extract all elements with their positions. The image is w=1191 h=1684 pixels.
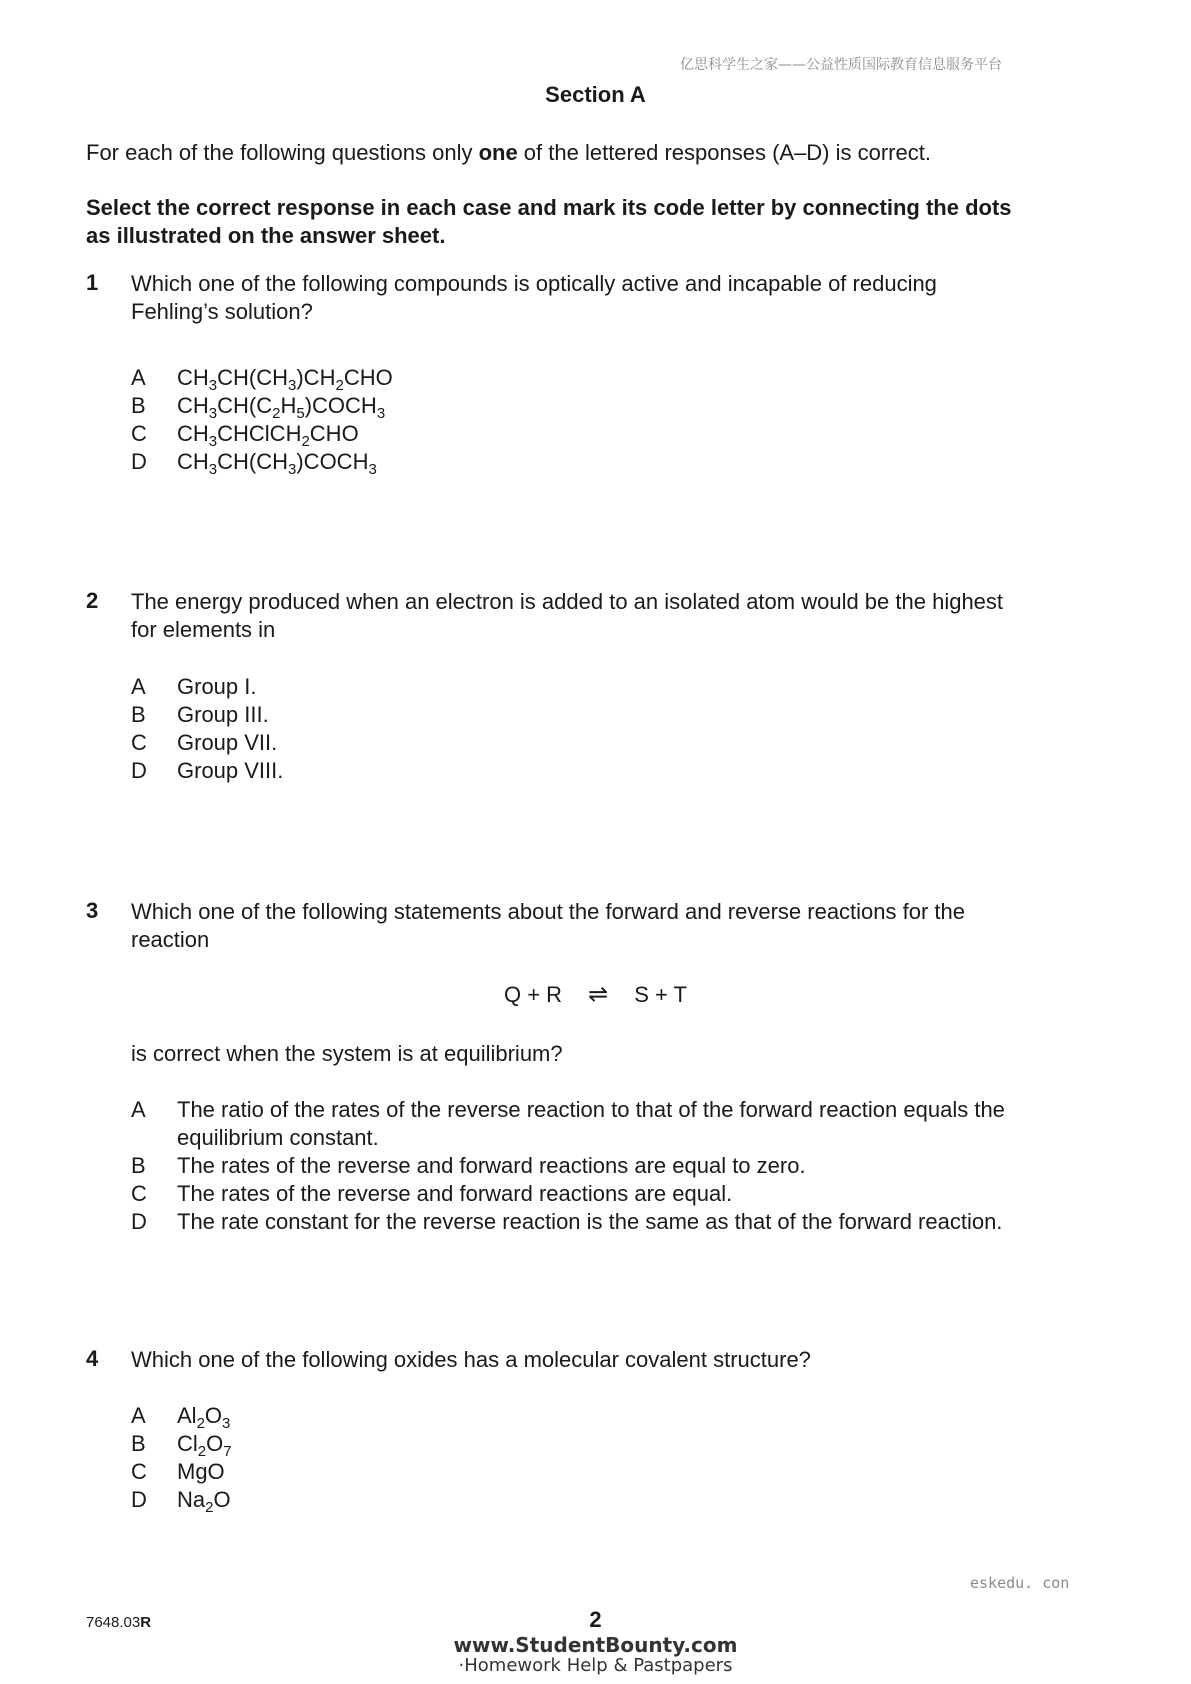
option-formula: $Na_2O$ — [177, 1487, 231, 1516]
page-number: 2 — [589, 1607, 602, 1632]
option-formula: $CH_3CHClCH_2CHO$ — [177, 421, 359, 450]
question-3-line-1: Which one of the following statements about the forward and reverse reactions for the — [131, 899, 966, 924]
option-text: The rates of the reverse and forward reactions are equal to zero. — [177, 1153, 806, 1178]
instruction-line-2: as illustrated on the answer sheet. — [86, 223, 446, 248]
option-letter: D — [131, 1487, 147, 1512]
equilibrium-arrow-icon: ⇌ — [588, 981, 609, 1008]
question-3-option-c[interactable] — [131, 1180, 1131, 1208]
option-letter: B — [131, 393, 146, 418]
question-1-option-d[interactable] — [131, 448, 393, 476]
question-2-option-d[interactable] — [131, 757, 283, 785]
equilibrium-equation — [0, 980, 1191, 1009]
option-formula: $CH_3CH(C_2H_5)COCH_3$ — [177, 393, 386, 422]
question-4-option-d[interactable] — [131, 1486, 232, 1514]
question-2-text — [131, 588, 1131, 644]
question-4-option-b[interactable] — [131, 1430, 232, 1458]
question-2-option-b[interactable] — [131, 701, 283, 729]
question-1-number: 1 — [86, 270, 99, 295]
equation-right: S + T — [634, 982, 687, 1007]
option-formula: $Cl_2O_7$ — [177, 1431, 232, 1460]
option-letter: C — [131, 1181, 147, 1206]
studentbounty-tagline: ·Homework Help & Pastpapers — [458, 1655, 733, 1676]
option-letter: A — [131, 1403, 146, 1428]
option-text: Group I. — [177, 674, 257, 699]
option-formula: MgO — [177, 1459, 225, 1484]
question-4-options — [131, 1402, 232, 1514]
equation-left: Q + R — [504, 982, 563, 1007]
instruction-line-1: Select the correct response in each case and mark its code letter by connecting the dots — [86, 195, 1012, 220]
option-letter: D — [131, 1209, 147, 1234]
section-title: Section A — [545, 82, 646, 107]
option-letter: B — [131, 702, 146, 727]
question-3-text — [131, 898, 1131, 954]
studentbounty-logo[interactable] — [0, 1634, 1191, 1676]
question-1-line-2: Fehling’s solution? — [131, 299, 313, 324]
option-formula: $CH_3CH(CH_3)COCH_3$ — [177, 449, 377, 478]
option-formula: $CH_3CH(CH_3)CH_2CHO$ — [177, 365, 393, 394]
studentbounty-url: www.StudentBounty.com — [453, 1633, 738, 1657]
question-1-option-c[interactable] — [131, 420, 393, 448]
question-2-line-2: for elements in — [131, 617, 276, 642]
option-letter: A — [131, 674, 146, 699]
option-letter: D — [131, 758, 147, 783]
intro-bold: one — [478, 140, 518, 165]
question-1-option-a[interactable] — [131, 364, 393, 392]
paper-code: 7648.03R — [86, 1614, 152, 1631]
question-4-option-a[interactable] — [131, 1402, 232, 1430]
question-3-options — [131, 1096, 1131, 1236]
option-text: Group VIII. — [177, 758, 284, 783]
intro-after: of the lettered responses (A–D) is correct. — [517, 140, 931, 165]
question-3-option-b[interactable] — [131, 1152, 1131, 1180]
question-3-continuation: is correct when the system is at equilibrium? — [131, 1041, 563, 1066]
question-1-options — [131, 364, 393, 476]
option-text: Group III. — [177, 702, 269, 727]
question-3-option-d[interactable] — [131, 1208, 1131, 1236]
option-letter: D — [131, 449, 147, 474]
option-letter: C — [131, 421, 147, 446]
option-letter: C — [131, 1459, 147, 1484]
question-1-text — [131, 270, 1131, 326]
intro-text — [86, 140, 931, 166]
question-3-option-a[interactable] — [131, 1096, 1131, 1152]
watermark-header: 亿思科学生之家——公益性质国际教育信息服务平台 — [680, 57, 1002, 73]
option-text: The ratio of the rates of the reverse reaction to that of the forward reaction equals the equilibrium constant. — [177, 1097, 1005, 1150]
question-4-option-c[interactable] — [131, 1458, 232, 1486]
question-2-number: 2 — [86, 588, 99, 613]
question-2-line-1: The energy produced when an electron is added to an isolated atom would be the highest — [131, 589, 1004, 614]
option-letter: C — [131, 730, 147, 755]
question-4-number: 4 — [86, 1346, 99, 1371]
question-2-options — [131, 673, 283, 785]
intro-before: For each of the following questions only — [86, 140, 479, 165]
option-text: Group VII. — [177, 730, 278, 755]
question-1-line-1: Which one of the following compounds is optically active and incapable of reducing — [131, 271, 937, 296]
instruction-text — [86, 194, 1126, 250]
question-3-line-2: reaction — [131, 927, 210, 952]
question-1-option-b[interactable] — [131, 392, 393, 420]
option-formula: $Al_2O_3$ — [177, 1403, 231, 1432]
question-2-option-c[interactable] — [131, 729, 283, 757]
eskedu-watermark: eskedu. con — [970, 1574, 1070, 1592]
option-text: The rate constant for the reverse reaction is the same as that of the forward reaction. — [177, 1209, 1003, 1234]
option-letter: A — [131, 1097, 146, 1122]
option-text: The rates of the reverse and forward reactions are equal. — [177, 1181, 733, 1206]
question-3-number: 3 — [86, 898, 99, 923]
question-2-option-a[interactable] — [131, 673, 283, 701]
option-letter: B — [131, 1153, 146, 1178]
option-letter: A — [131, 365, 146, 390]
question-4-text: Which one of the following oxides has a molecular covalent structure? — [131, 1347, 811, 1372]
option-letter: B — [131, 1431, 146, 1456]
